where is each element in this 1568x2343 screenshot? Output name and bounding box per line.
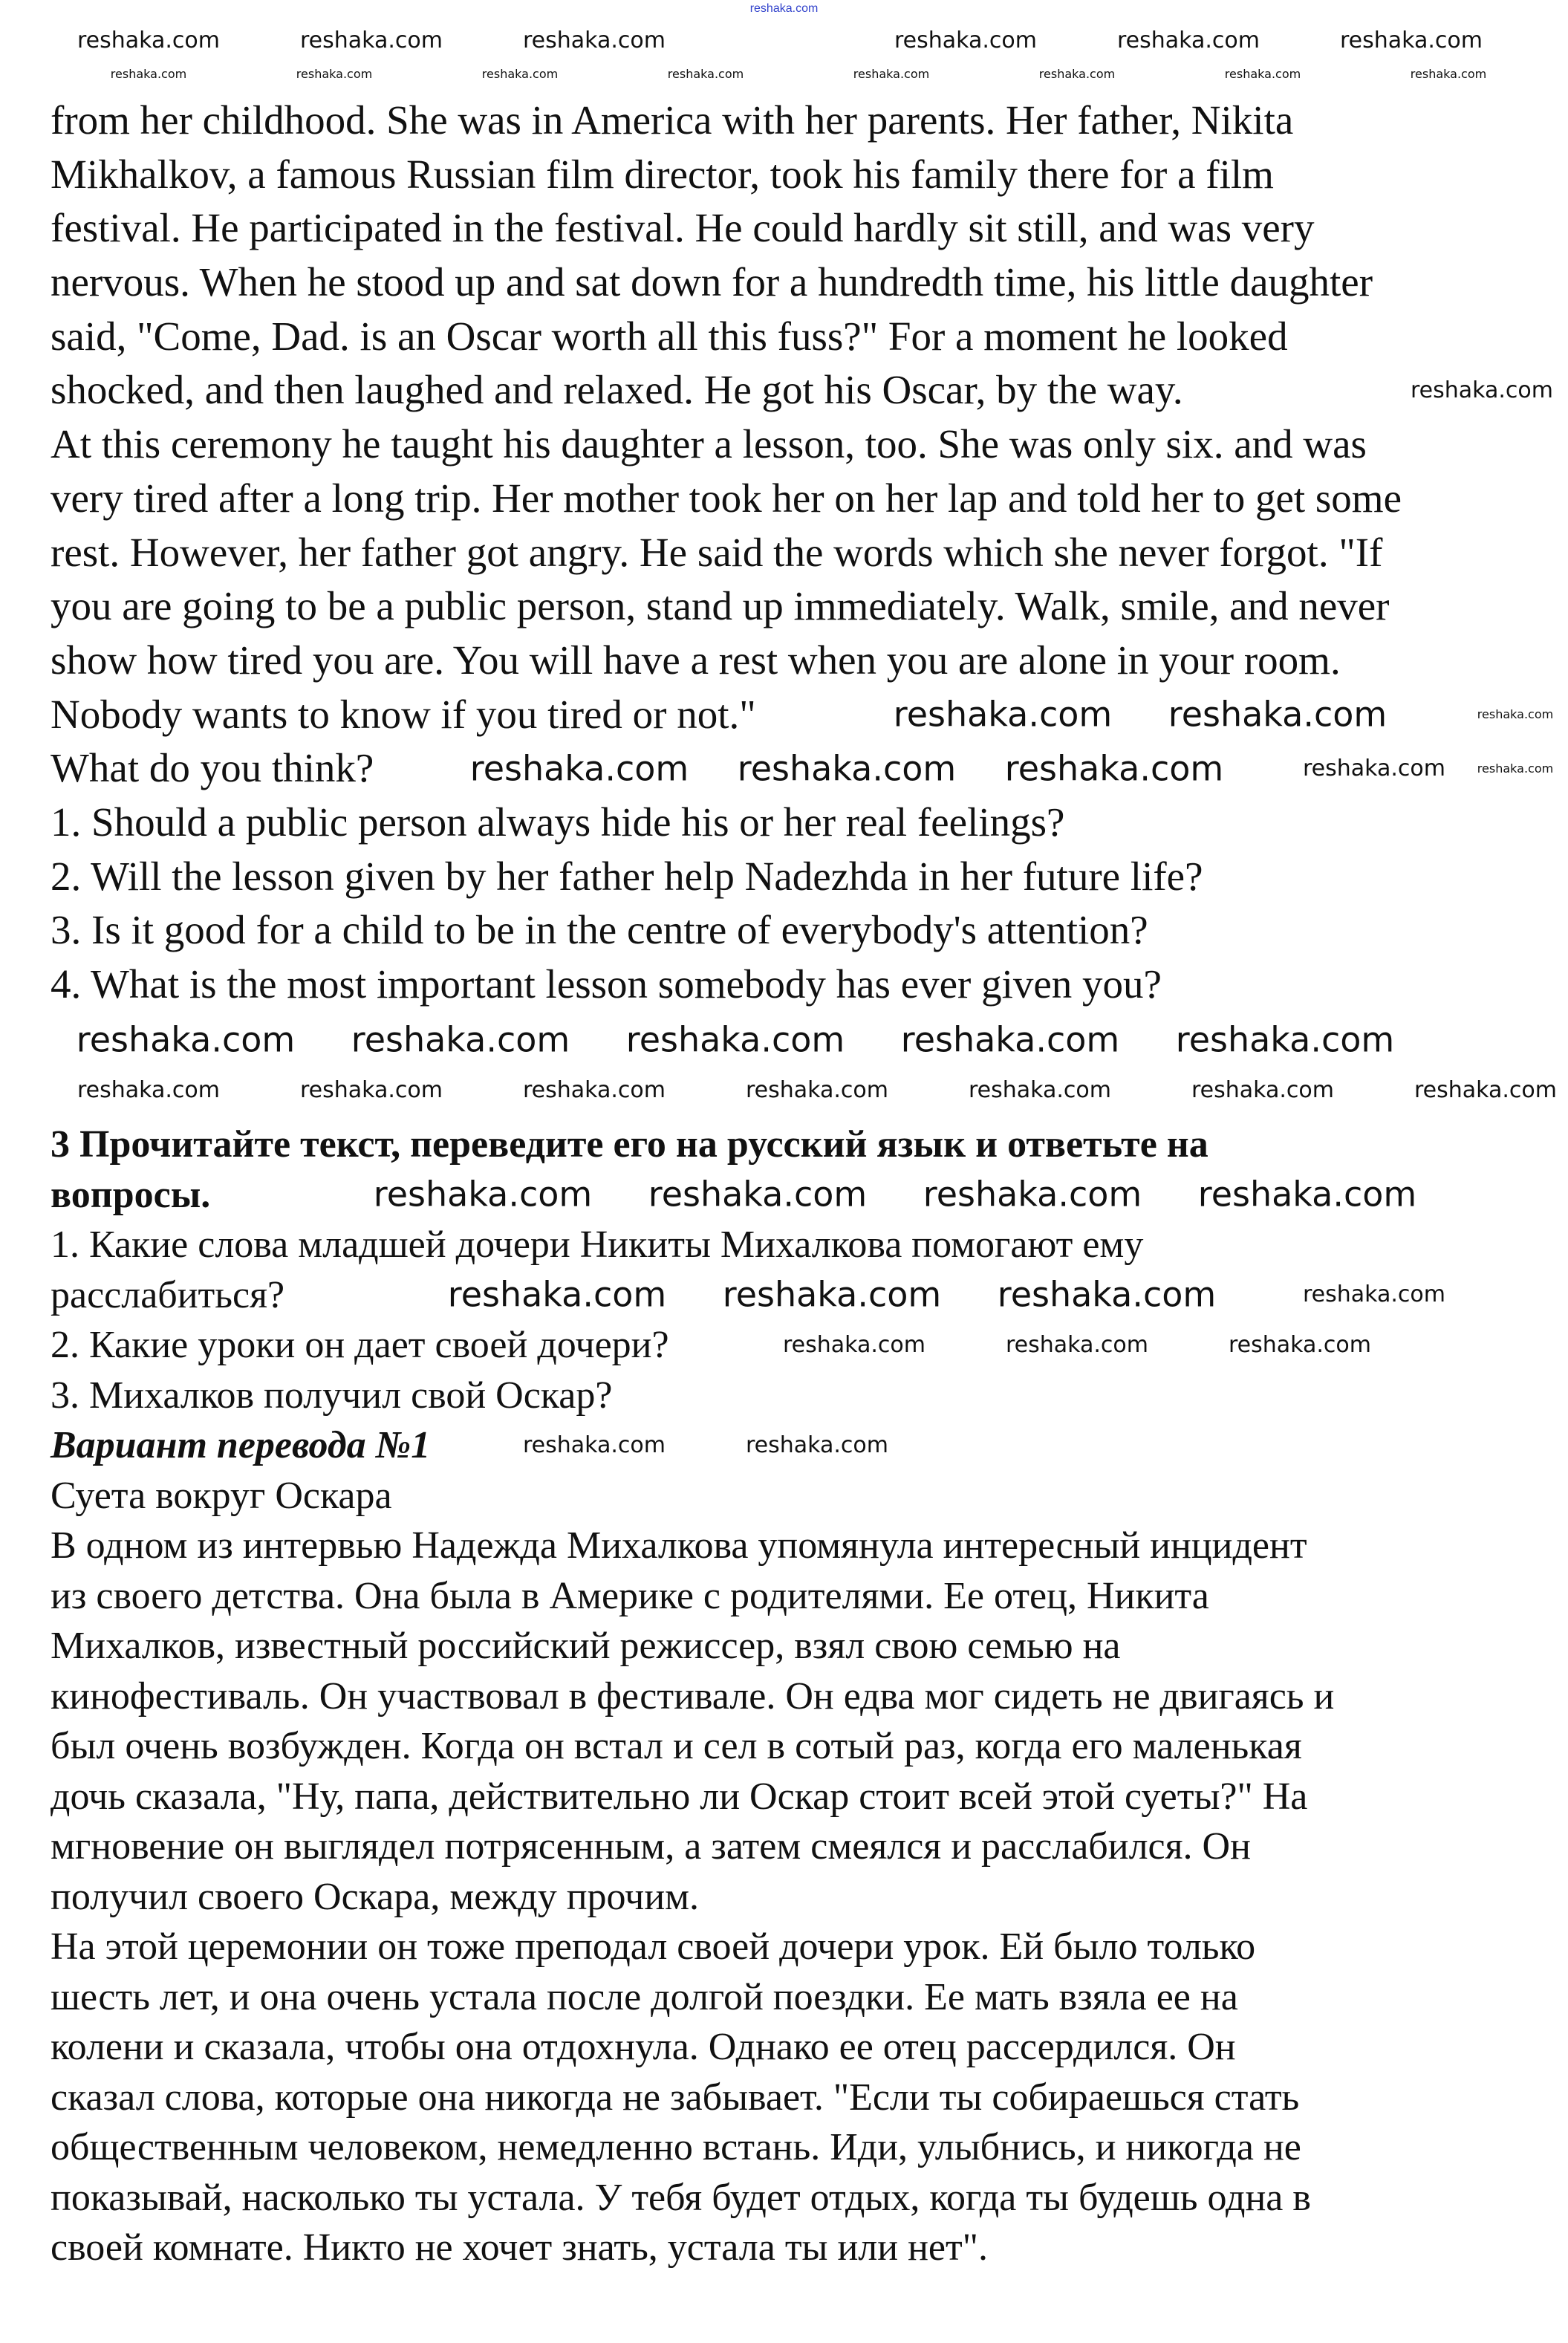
watermark: reshaka.com xyxy=(1224,66,1301,81)
question-item: 1. Should a public person always hide his or her real feelings? xyxy=(51,799,1065,845)
watermark: reshaka.com xyxy=(900,1019,1120,1060)
watermark: reshaka.com xyxy=(469,748,689,789)
watermark: reshaka.com xyxy=(737,748,957,789)
variant-title: Вариант перевода №1 xyxy=(51,1424,431,1466)
text-line: festival. He participated in the festival. He could hardly sit still, and was very xyxy=(51,205,1315,251)
watermark: reshaka.com xyxy=(1303,755,1445,781)
text-line: дочь сказала, "Ну, папа, действительно ли Оскар стоит всей этой суеты?" На xyxy=(51,1775,1308,1818)
text-line: колени и сказала, чтобы она отдохнула. Однако ее отец рассердился. Он xyxy=(51,2026,1236,2068)
text-line: кинофестиваль. Он участвовал в фестивале. Он едва мог сидеть не двигаясь и xyxy=(51,1674,1335,1718)
watermark: reshaka.com xyxy=(1038,66,1116,81)
text-line: общественным человеком, немедленно встань. Иди, улыбнись, и никогда не xyxy=(51,2126,1301,2168)
text-line: своей комнате. Никто не хочет знать, устала ты или нет". xyxy=(51,2226,988,2269)
watermark: reshaka.com xyxy=(447,1274,667,1315)
watermark: reshaka.com xyxy=(373,1174,593,1215)
question-item: расслабиться? xyxy=(51,1273,285,1316)
watermark: reshaka.com xyxy=(523,1432,666,1458)
watermark: reshaka.com xyxy=(1303,1281,1445,1307)
question-prompt: What do you think? xyxy=(51,745,374,791)
watermark: reshaka.com xyxy=(1197,1174,1417,1215)
translation-title: Суета вокруг Оскара xyxy=(51,1474,392,1517)
question-item: 3. Is it good for a child to be in the centre of everybody's attention? xyxy=(51,907,1148,953)
task-heading: 3 Прочитайте текст, переведите его на русский язык и ответьте на xyxy=(51,1123,1208,1166)
text-line: из своего детства. Она была в Америке с родителями. Ее отец, Никита xyxy=(51,1574,1209,1617)
watermark: reshaka.com xyxy=(648,1174,868,1215)
watermark: reshaka.com xyxy=(997,1274,1217,1315)
text-line: мгновение он выглядел потрясенным, а затем смеялся и расслабился. Он xyxy=(51,1825,1251,1868)
watermark: reshaka.com xyxy=(746,1076,888,1103)
watermark: reshaka.com xyxy=(923,1174,1142,1215)
watermark: reshaka.com xyxy=(893,694,1113,735)
question-item: 4. What is the most important lesson somebody has ever given you? xyxy=(51,961,1162,1007)
text-line: nervous. When he stood up and sat down for a hundredth time, his little daughter xyxy=(51,259,1373,305)
watermark: reshaka.com xyxy=(1340,27,1483,53)
watermark: reshaka.com xyxy=(1006,1331,1148,1358)
watermark: reshaka.com xyxy=(77,27,220,53)
watermark: reshaka.com xyxy=(894,27,1037,53)
text-line: В одном из интервью Надежда Михалкова упомянула интересный инцидент xyxy=(51,1524,1307,1567)
top-watermark: reshaka.com xyxy=(749,2,819,15)
question-item: 3. Михалков получил свой Оскар? xyxy=(51,1374,613,1417)
text-line: показывай, насколько ты устала. У тебя будет отдых, когда ты будешь одна в xyxy=(51,2176,1311,2219)
watermark: reshaka.com xyxy=(667,66,744,81)
watermark: reshaka.com xyxy=(300,27,443,53)
text-line: very tired after a long trip. Her mother took her on her lap and told her to get some xyxy=(51,475,1402,521)
watermark: reshaka.com xyxy=(853,66,930,81)
watermark: reshaka.com xyxy=(1411,377,1553,403)
text-line: На этой церемонии он тоже преподал своей дочери урок. Ей было только xyxy=(51,1926,1256,1968)
question-item: 2. Какие уроки он дает своей дочери? xyxy=(51,1324,669,1366)
text-line: you are going to be a public person, stand up immediately. Walk, smile, and never xyxy=(51,583,1390,629)
watermark: reshaka.com xyxy=(481,66,559,81)
text-line: получил своего Оскара, между прочим. xyxy=(51,1875,700,1918)
watermark: reshaka.com xyxy=(722,1274,942,1315)
watermark: reshaka.com xyxy=(1191,1076,1334,1103)
text-line: сказал слова, которые она никогда не забывает. "Если ты собираешься стать xyxy=(51,2076,1300,2119)
watermark: reshaka.com xyxy=(1229,1331,1371,1358)
watermark: reshaka.com xyxy=(110,66,187,81)
text-line: был очень возбужден. Когда он встал и сел в сотый раз, когда его маленькая xyxy=(51,1725,1302,1767)
watermark: reshaka.com xyxy=(1477,761,1554,776)
text-line: shocked, and then laughed and relaxed. He got his Oscar, by the way. xyxy=(51,367,1183,413)
text-line: At this ceremony he taught his daughter a lesson, too. She was only six. and was xyxy=(51,421,1367,467)
watermark: reshaka.com xyxy=(783,1331,925,1358)
english-text xyxy=(51,94,1536,1012)
watermark: reshaka.com xyxy=(1168,694,1388,735)
text-line: show how tired you are. You will have a rest when you are alone in your room. xyxy=(51,637,1341,683)
text-line: from her childhood. She was in America with her parents. Her father, Nikita xyxy=(51,97,1294,143)
question-item: 1. Какие слова младшей дочери Никиты Михалкова помогают ему xyxy=(51,1224,1144,1266)
watermark: reshaka.com xyxy=(76,1019,296,1060)
question-item: 2. Will the lesson given by her father help Nadezhda in her future life? xyxy=(51,853,1203,899)
watermark: reshaka.com xyxy=(351,1019,570,1060)
watermark: reshaka.com xyxy=(1414,1076,1557,1103)
text-line: said, "Come, Dad. is an Oscar worth all this fuss?" For a moment he looked xyxy=(51,313,1288,359)
text-line: rest. However, her father got angry. He said the words which she never forgot. "If xyxy=(51,529,1383,575)
text-line: Mikhalkov, a famous Russian film director, took his family there for a film xyxy=(51,151,1274,197)
text-line: Михалков, известный российский режиссер, взял свою семью на xyxy=(51,1625,1121,1667)
watermark: reshaka.com xyxy=(969,1076,1111,1103)
task-heading: вопросы. xyxy=(51,1173,211,1216)
watermark: reshaka.com xyxy=(1117,27,1260,53)
watermark: reshaka.com xyxy=(296,66,373,81)
watermark: reshaka.com xyxy=(625,1019,845,1060)
watermark: reshaka.com xyxy=(523,27,666,53)
watermark: reshaka.com xyxy=(1175,1019,1395,1060)
watermark: reshaka.com xyxy=(300,1076,443,1103)
text-line: Nobody wants to know if you tired or not." xyxy=(51,691,756,737)
watermark: reshaka.com xyxy=(746,1432,888,1458)
watermark: reshaka.com xyxy=(1004,748,1224,789)
watermark: reshaka.com xyxy=(77,1076,220,1103)
watermark: reshaka.com xyxy=(1410,66,1487,81)
watermark: reshaka.com xyxy=(1477,706,1554,721)
text-line: шесть лет, и она очень устала после долгой поездки. Ее мать взяла ее на xyxy=(51,1975,1238,2018)
watermark: reshaka.com xyxy=(523,1076,666,1103)
